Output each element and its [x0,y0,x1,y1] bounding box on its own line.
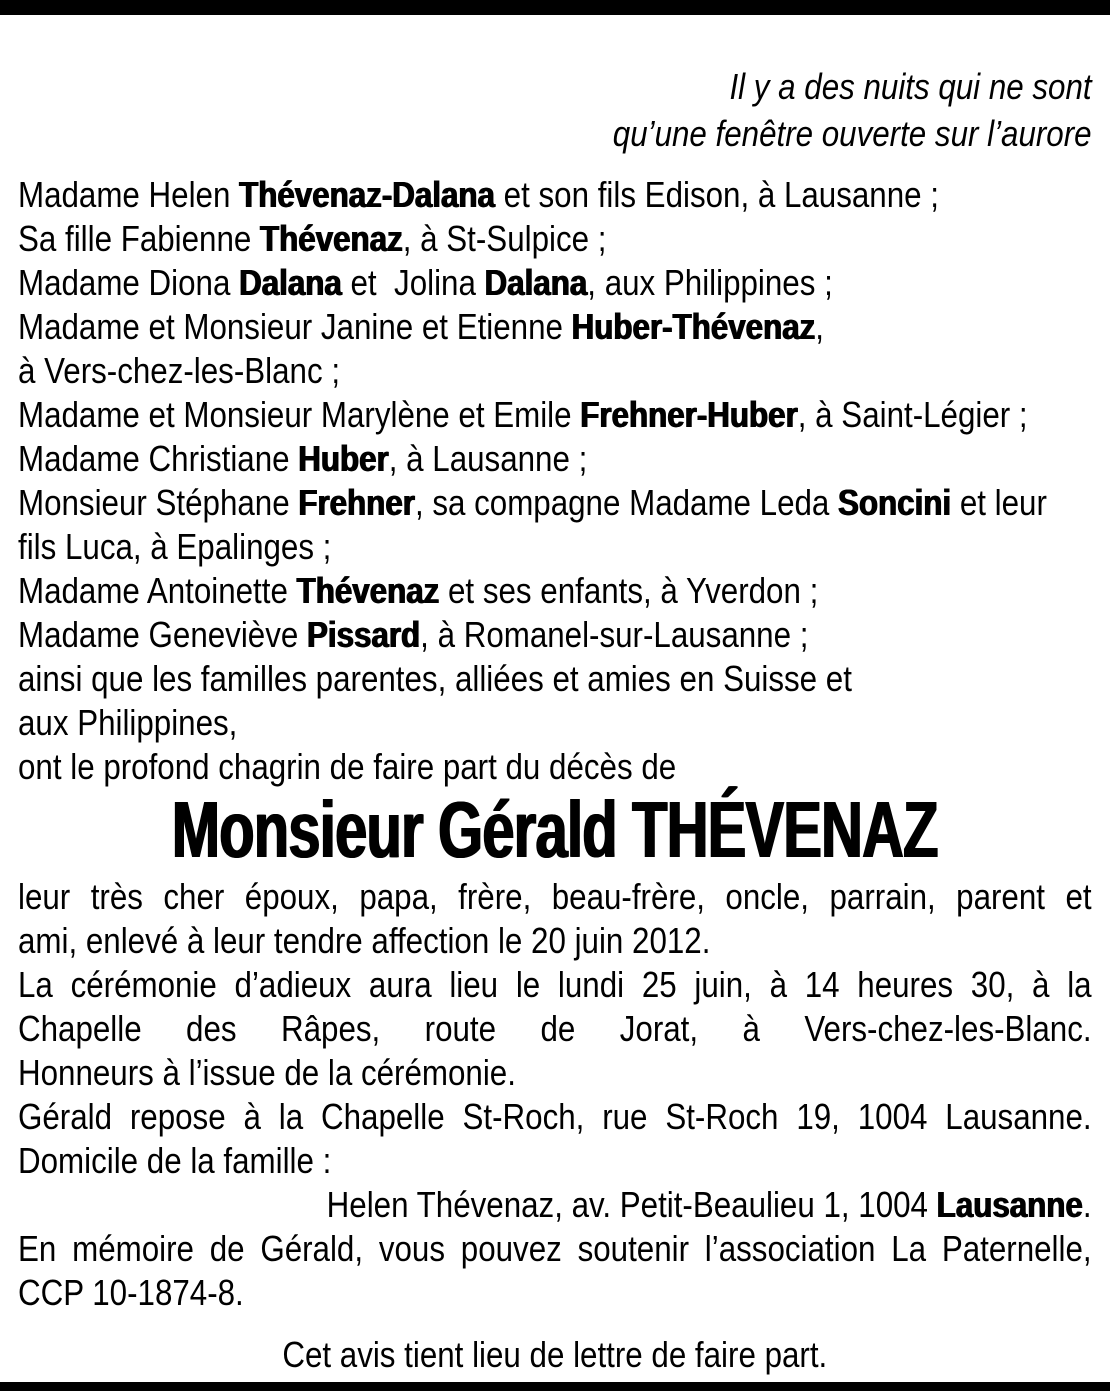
family-line [18,173,1092,217]
text-segment: ainsi que les familles parentes, alliées et amies en Suisse et [18,658,852,699]
bottom-rule [0,1382,1110,1391]
text-segment: et son fils Edison, à Lausanne ; [494,174,939,215]
text-segment: , sa compagne Madame Leda [414,482,839,523]
text-segment: Gérald repose à la Chapelle St-Roch, rue St-Roch 19, 1004 Lausanne. [18,1096,1092,1137]
family-name-bold: Frehner [298,482,415,523]
deceased-name-title: Monsieur Gérald THÉVENAZ [171,785,938,874]
text-segment: fils Luca, à Epalinges ; [18,526,332,567]
epigraph-line [18,110,1092,157]
family-list [18,173,1092,789]
text-segment: , [815,306,825,347]
closing-line: Cet avis tient lieu de lettre de faire part. [282,1334,828,1375]
family-name-bold: Soncini [838,482,952,523]
text-segment: , à Saint-Légier ; [797,394,1028,435]
family-name-bold: Huber-Thévenaz [571,306,816,347]
body-line [18,1139,1092,1183]
body-line [18,1051,1092,1095]
family-line [18,569,1092,613]
family-line [18,349,1092,393]
body-line [18,1271,1092,1315]
text-segment: Il y a des nuits qui ne sont [729,66,1092,107]
family-line [18,393,1092,437]
family-line [18,657,1092,701]
family-line [18,217,1092,261]
text-segment: Chapelle des Râpes, route de Jorat, à Vers-chez-les-Blanc. [18,1008,1092,1049]
family-line [18,745,1092,789]
text-segment: et Jolina [341,262,485,303]
family-line [18,437,1092,481]
body-line [18,919,1092,963]
text-segment: Madame Diona [18,262,240,303]
text-segment: , à St-Sulpice ; [402,218,607,259]
body-line [18,1095,1092,1139]
body-line [18,1007,1092,1051]
family-line [18,261,1092,305]
body-line [18,1183,1092,1227]
family-name-bold: Dalana [484,262,588,303]
family-line [18,525,1092,569]
body-line [18,963,1092,1007]
family-name-bold: Thévenaz [296,570,440,611]
text-segment: qu’une fenêtre ouverte sur l’aurore [612,113,1092,154]
family-line [18,613,1092,657]
text-segment: et leur [951,482,1047,523]
text-segment: , à Lausanne ; [388,438,588,479]
top-rule [0,0,1110,15]
text-segment: Honneurs à l’issue de la cérémonie. [18,1052,516,1093]
family-name-bold: Lausanne [936,1184,1083,1225]
text-segment: Domicile de la famille : [18,1140,332,1181]
family-name-bold: Huber [298,438,389,479]
epigraph-line [18,63,1092,110]
text-segment: à Vers-chez-les-Blanc ; [18,350,341,391]
family-line [18,305,1092,349]
family-name-bold: Pissard [307,614,421,655]
family-line [18,701,1092,745]
text-segment: Helen Thévenaz, av. Petit-Beaulieu 1, 1004 [326,1184,937,1225]
body-line [18,1227,1092,1271]
family-name-bold: Dalana [239,262,342,303]
family-name-bold: Frehner-Huber [580,394,798,435]
notice-content [18,15,1092,1377]
text-segment: CCP 10-1874-8. [18,1272,244,1313]
family-line [18,481,1092,525]
text-segment: . [1082,1184,1092,1225]
text-segment: , aux Philippines ; [587,262,833,303]
text-segment: Madame Helen [18,174,240,215]
text-segment: et ses enfants, à Yverdon ; [439,570,819,611]
family-name-bold: Thévenaz [260,218,403,259]
text-segment: Madame Christiane [18,438,299,479]
text-segment: En mémoire de Gérald, vous pouvez soutenir l’association La Paternelle, [18,1228,1092,1269]
text-segment: Madame Antoinette [18,570,297,611]
text-segment: Madame Geneviève [18,614,308,655]
text-segment: , à Romanel-sur-Lausanne ; [420,614,809,655]
text-segment: Madame et Monsieur Marylène et Emile [18,394,581,435]
text-segment: leur très cher époux, papa, frère, beau-frère, oncle, parrain, parent et [18,876,1092,917]
text-segment: ont le profond chagrin de faire part du décès de [18,746,677,787]
text-segment: aux Philippines, [18,702,238,743]
text-segment: La cérémonie d’adieux aura lieu le lundi 25 juin, à 14 heures 30, à la [18,964,1092,1005]
text-segment: ami, enlevé à leur tendre affection le 20 juin 2012. [18,920,711,961]
text-segment: Madame et Monsieur Janine et Etienne [18,306,572,347]
epigraph [18,63,1092,157]
text-segment: Monsieur Stéphane [18,482,299,523]
text-segment: Sa fille Fabienne [18,218,261,259]
body-line [18,875,1092,919]
family-name-bold: Thévenaz-Dalana [239,174,495,215]
notice-body [18,875,1092,1315]
